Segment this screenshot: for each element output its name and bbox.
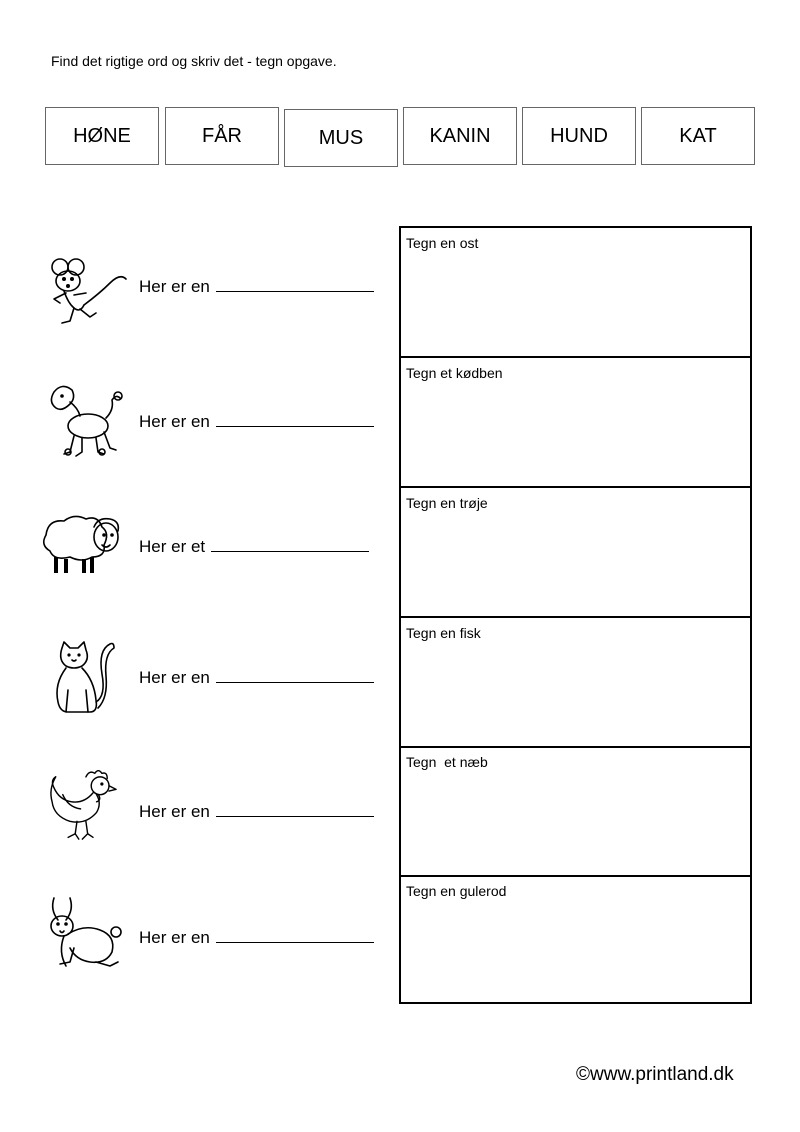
animal-row-1 [0, 245, 390, 345]
draw-label-2: Tegn et kødben [406, 365, 503, 381]
answer-blank-2[interactable] [216, 412, 374, 427]
cat-icon [40, 640, 130, 720]
copyright-text: ©www.printland.dk [576, 1064, 734, 1085]
word-box-kat: KAT [641, 107, 755, 165]
animal-row-6 [0, 896, 390, 996]
draw-box-5[interactable] [401, 747, 750, 877]
word-box-mus: MUS [284, 109, 398, 167]
answer-blank-5[interactable] [216, 802, 374, 817]
animal-row-2 [0, 380, 390, 480]
row-label-2: Her er en [139, 412, 210, 431]
draw-box-4[interactable] [401, 618, 750, 748]
draw-box-2[interactable] [401, 358, 750, 488]
word-box-hone: HØNE [45, 107, 159, 165]
answer-blank-4[interactable] [216, 668, 374, 683]
answer-blank-1[interactable] [216, 277, 374, 292]
draw-label-5: Tegn et næb [406, 754, 488, 770]
drawing-grid [399, 226, 752, 1004]
row-label-4: Her er en [139, 668, 210, 687]
rabbit-icon [40, 896, 130, 976]
instruction-text: Find det rigtige ord og skriv det - tegn opgave. [51, 53, 337, 69]
row-text-5 [139, 802, 374, 822]
sheep-icon [40, 513, 130, 593]
draw-box-3[interactable] [401, 488, 750, 618]
draw-label-3: Tegn en trøje [406, 495, 488, 511]
draw-box-1[interactable] [401, 228, 750, 358]
animal-row-3 [0, 505, 390, 605]
word-box-far: FÅR [165, 107, 279, 165]
row-label-6: Her er en [139, 928, 210, 947]
rooster-icon [40, 768, 130, 848]
poodle-icon [40, 382, 130, 462]
answer-blank-3[interactable] [211, 537, 369, 552]
row-text-2 [139, 412, 374, 432]
animal-row-5 [0, 768, 390, 868]
row-text-3 [139, 537, 369, 557]
row-text-1 [139, 277, 374, 297]
answer-blank-6[interactable] [216, 928, 374, 943]
draw-label-4: Tegn en fisk [406, 625, 481, 641]
word-box-kanin: KANIN [403, 107, 517, 165]
row-text-4 [139, 668, 374, 688]
row-label-1: Her er en [139, 277, 210, 296]
word-box-hund: HUND [522, 107, 636, 165]
animal-row-4 [0, 636, 390, 736]
mouse-icon [40, 253, 130, 333]
row-label-5: Her er en [139, 802, 210, 821]
draw-label-6: Tegn en gulerod [406, 883, 507, 899]
draw-box-6[interactable] [401, 876, 750, 1002]
row-label-3: Her er et [139, 537, 206, 556]
draw-label-1: Tegn en ost [406, 235, 479, 251]
row-text-6 [139, 928, 374, 948]
